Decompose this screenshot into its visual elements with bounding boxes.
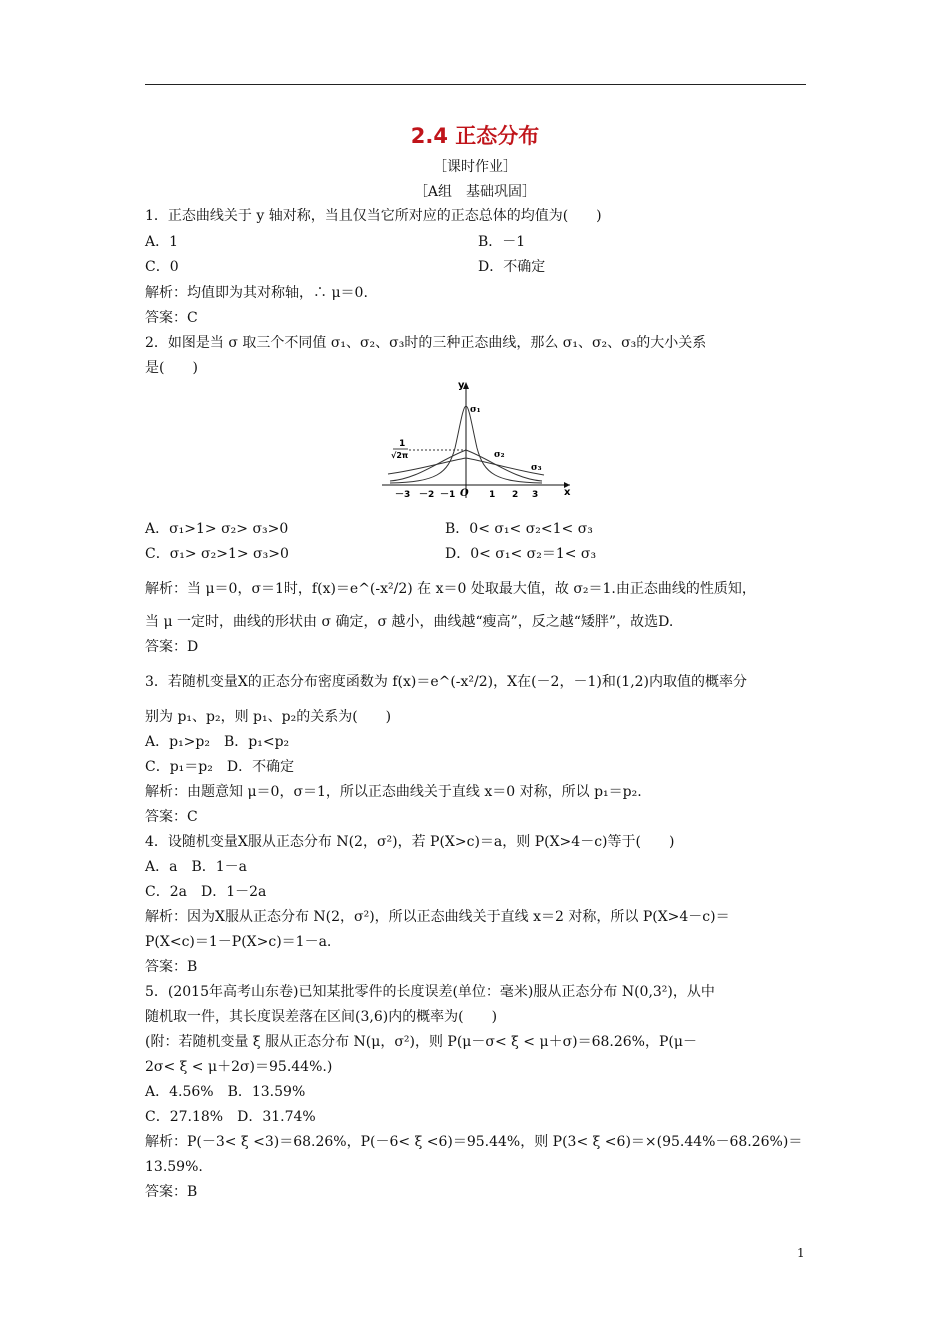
frac-numerator: 1 (399, 439, 406, 449)
tick-label: －2 (419, 490, 435, 500)
q5-solution-line1: 解析：P(－3< ξ <3)＝68.26%，P(－6< ξ <6)＝95.44%，则 P(3< ξ <6)＝×(95.44%－68.26%)＝ (145, 1134, 803, 1150)
page-title: 2.4 正态分布 (410, 124, 540, 148)
tick-label: －1 (440, 490, 456, 500)
q4-solution-line1: 解析：因为X服从正态分布 N(2，σ²)，所以正态曲线关于直线 x＝2 对称，所以 P(X>4－c)＝ (145, 909, 730, 925)
origin-label: O (460, 488, 469, 499)
q3-options-cd: C．p₁＝p₂ D．不确定 (145, 759, 295, 775)
q2-solution-line2: 当 μ 一定时，曲线的形状由 σ 确定，σ 越小，曲线越“瘦高”，反之越“矮胖”，故选D. (145, 614, 674, 630)
q5-options-ab: A．4.56% B．13.59% (145, 1084, 306, 1100)
q4-options-ab: A．a B．1－a (145, 859, 247, 875)
q1-solution: 解析：均值即为其对称轴，∴ μ＝0. (145, 285, 368, 301)
q2-stem-line1: 2．如图是当 σ 取三个不同值 σ₁、σ₂、σ₃时的三种正态曲线，那么 σ₁、σ₂、σ₃的大小关系 (145, 335, 707, 351)
q3-stem-line2: 别为 p₁、p₂，则 p₁、p₂的关系为( ) (145, 709, 392, 725)
q5-note-line1: (附：若随机变量 ξ 服从正态分布 N(μ，σ²)，则 P(μ－σ< ξ < μ＋σ)＝68.26%，P(μ－ (145, 1034, 697, 1050)
q4-answer: 答案：B (145, 959, 198, 975)
tick-label: 1 (489, 490, 496, 500)
q3-options-ab: A．p₁>p₂ B．p₁<p₂ (145, 734, 290, 750)
q2-option-c: C．σ₁> σ₂>1> σ₃>0 (145, 546, 289, 562)
header-rule (145, 84, 806, 85)
q5-stem-line1: 5．(2015年高考山东卷)已知某批零件的长度误差(单位：毫米)服从正态分布 N(0,3²)，从中 (145, 984, 715, 1000)
q3-stem-line1: 3．若随机变量X的正态分布密度函数为 f(x)＝e^(-x²/2)，X在(－2，－1)和(1,2)内取值的概率分 (145, 674, 748, 690)
q1-stem: 1．正态曲线关于 y 轴对称，当且仅当它所对应的正态总体的均值为( ) (145, 208, 602, 224)
q5-stem-line2: 随机取一件，其长度误差落在区间(3,6)内的概率为( ) (145, 1009, 498, 1025)
page-number: 1 (797, 1246, 805, 1260)
q1-answer: 答案：C (145, 310, 198, 326)
q5-options-cd: C．27.18% D．31.74% (145, 1109, 316, 1125)
q5-note-line2: 2σ< ξ < μ＋2σ)＝95.44%.) (145, 1059, 333, 1075)
group-heading: ［A组 基础巩固］ (413, 184, 537, 200)
q1-option-b: B．－1 (478, 234, 526, 250)
q3-solution: 解析：由题意知 μ＝0，σ＝1，所以正态曲线关于直线 x＝0 对称，所以 p₁＝p₂. (145, 784, 642, 800)
q1-option-d: D．不确定 (478, 259, 546, 275)
sigma1-label: σ₁ (470, 405, 481, 415)
q1-option-c: C．0 (145, 259, 179, 275)
q5-solution-line2: 13.59%. (145, 1159, 203, 1175)
x-axis-label: x (564, 487, 571, 498)
q2-option-b: B．0< σ₁< σ₂<1< σ₃ (445, 521, 593, 537)
q5-answer: 答案：B (145, 1184, 198, 1200)
q4-stem: 4．设随机变量X服从正态分布 N(2，σ²)，若 P(X>c)＝a，则 P(X>4－c)等于( ) (145, 834, 675, 850)
q2-option-d: D．0< σ₁< σ₂＝1< σ₃ (445, 546, 597, 562)
q2-option-a: A．σ₁>1> σ₂> σ₃>0 (145, 521, 289, 537)
q4-solution-line2: P(X<c)＝1－P(X>c)＝1－a. (145, 934, 332, 950)
q2-stem-line2: 是( ) (145, 360, 198, 376)
q2-answer: 答案：D (145, 639, 199, 655)
normal-curves-figure (378, 378, 578, 502)
subtitle: ［课时作业］ (433, 159, 517, 175)
y-axis-label: y (458, 380, 465, 391)
frac-denominator: √2π (391, 451, 409, 460)
q1-option-a: A．1 (145, 234, 179, 250)
q3-answer: 答案：C (145, 809, 198, 825)
q4-options-cd: C．2a D．1－2a (145, 884, 267, 900)
tick-label: 3 (532, 490, 539, 500)
q2-solution-line1: 解析：当 μ＝0，σ＝1时，f(x)＝e^(-x²/2) 在 x＝0 处取最大值，故 σ₂＝1.由正态曲线的性质知， (145, 581, 756, 597)
tick-label: 2 (512, 490, 519, 500)
sigma3-label: σ₃ (531, 463, 542, 473)
sigma2-label: σ₂ (494, 450, 505, 460)
tick-label: －3 (395, 490, 411, 500)
